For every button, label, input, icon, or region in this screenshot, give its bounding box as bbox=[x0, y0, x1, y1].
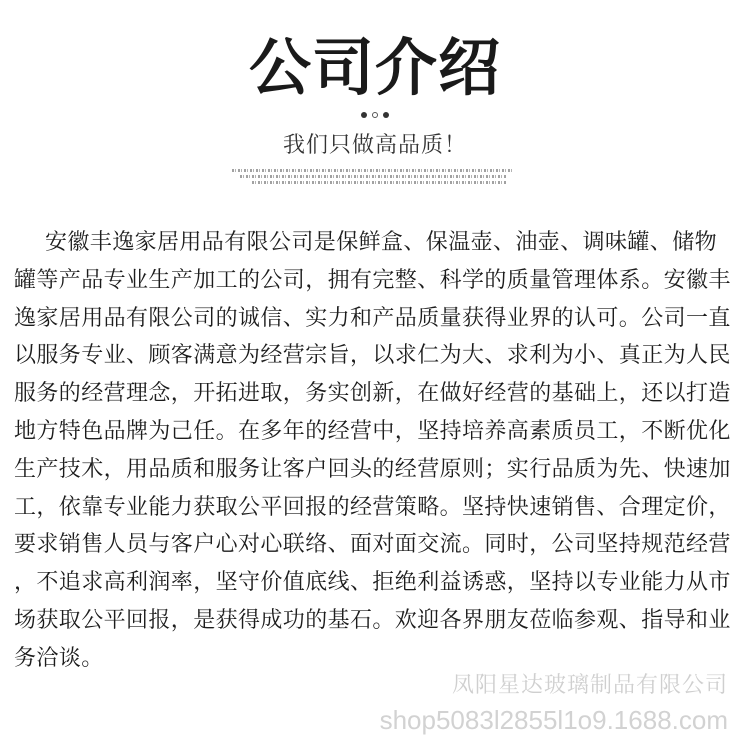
paragraph-line: 安徽丰逸家居用品有限公司是保鲜盒、保温壶、油壶、调味罐、储物 bbox=[45, 230, 718, 255]
paragraph-line: 以服务专业、顾客满意为经营宗旨，以求仁为大、求利为小、真正为人民 bbox=[14, 343, 731, 369]
paragraph-line: 罐等产品专业生产加工的公司，拥有完整、科学的质量管理体系。安徽丰 bbox=[14, 267, 731, 293]
intro-paragraph bbox=[14, 224, 740, 678]
paragraph-line: 逸家居用品有限公司的诚信、实力和产品质量获得业界的认可。公司一直 bbox=[14, 305, 731, 331]
paragraph-line: 生产技术，用品质和服务让客户回头的经营原则；实行品质为先、快速加 bbox=[14, 456, 731, 482]
dot-hollow-icon bbox=[372, 112, 378, 118]
paragraph-line: 工，依靠专业能力获取公平回报的经营策略。坚持快速销售、合理定价， bbox=[14, 494, 731, 520]
title-divider-dots bbox=[0, 112, 750, 118]
page-title: 公司介绍 bbox=[248, 31, 501, 104]
fine-print-line bbox=[252, 181, 506, 184]
paragraph-line: 地方特色品牌为己任。在多年的经营中，坚持培养高素质员工，不断优化 bbox=[14, 418, 731, 444]
paragraph-line: 场获取公平回报，是获得成功的基石。欢迎各界朋友莅临参观、指导和业 bbox=[14, 607, 731, 633]
dot-filled-icon bbox=[383, 112, 389, 118]
dot-filled-icon bbox=[361, 112, 367, 118]
paragraph-line: 要求销售人员与客户心对心联络、面对面交流。同时，公司坚持规范经营 bbox=[14, 532, 731, 558]
paragraph-line: 务洽谈。 bbox=[14, 645, 104, 671]
fine-print-line bbox=[232, 169, 512, 172]
watermark-url: shop5083l2855l1o9.1688.com bbox=[379, 705, 728, 735]
fine-print-decoration bbox=[0, 169, 750, 187]
page-subtitle: 我们只做高品质！ bbox=[282, 133, 467, 158]
fine-print-line bbox=[240, 175, 506, 178]
watermark-company: 凤阳星达玻璃制品有限公司 bbox=[451, 673, 728, 698]
paragraph-line: ，不追求高利润率，坚守价值底线、拒绝利益诱惑，坚持以专业能力从市 bbox=[14, 570, 731, 596]
paragraph-line: 服务的经营理念，开拓进取，务实创新，在做好经营的基础上，还以打造 bbox=[14, 381, 731, 407]
